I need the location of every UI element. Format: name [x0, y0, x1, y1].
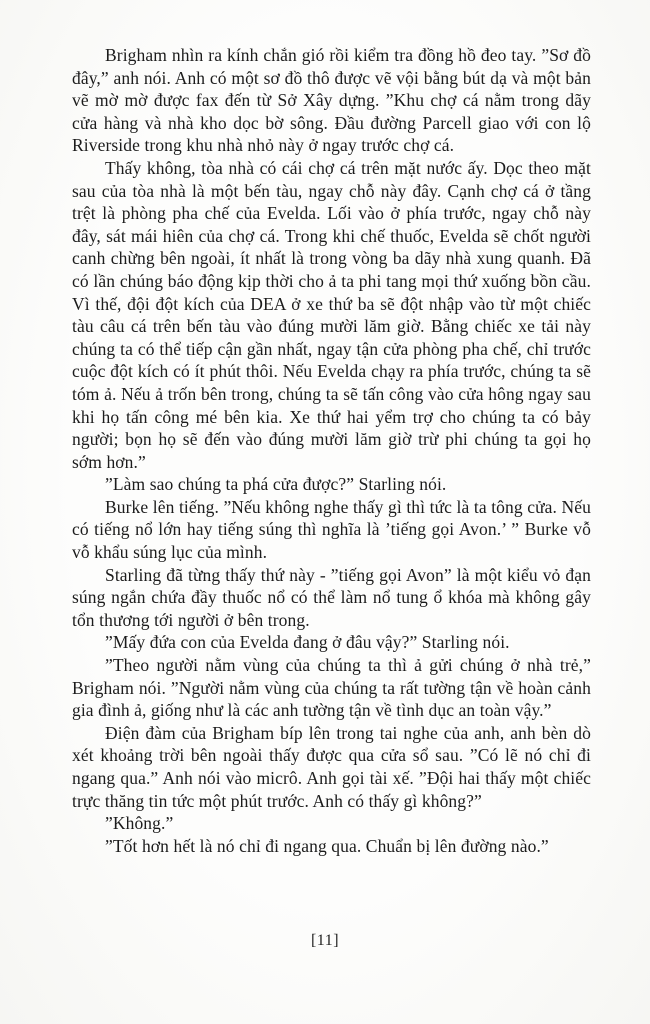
paragraph-5: Starling đã từng thấy thứ này - ”tiếng gọi Avon” là một kiểu vỏ đạn súng ngắn chứa đầy thuốc nổ có thể làm nổ tung ổ khóa mà không gây tổn thương tới người ở bên trong.	[72, 564, 591, 630]
paragraph-6: ”Mấy đứa con của Evelda đang ở đâu vậy?” Starling nói.	[105, 632, 510, 653]
paragraph-7: ”Theo người nằm vùng của chúng ta thì ả gửi chúng ở nhà trẻ,” Brigham nói. ”Người nằm vùng của chúng ta rất tường tận về hoàn cảnh gia đình ả, giống như là các anh tường tận về tình dục an toàn vậy.”	[72, 655, 591, 721]
paragraph-3: ”Làm sao chúng ta phá cửa được?” Starling nói.	[105, 474, 447, 495]
paragraph-1: Brigham nhìn ra kính chắn gió rồi kiểm tra đồng hồ đeo tay. ”Sơ đồ đây,” anh nói. Anh có một sơ đồ thô được vẽ vội bằng bút dạ và một bản vẽ mờ mờ được fax đến từ Sở Xây dựng. ”Khu chợ cá nằm trong dãy cửa hàng và nhà kho dọc bờ sông. Đầu đường Parcell giao với con lộ Riverside trong khu nhà nhỏ này ở ngay trước chợ cá.	[72, 45, 591, 156]
page-number: [11]	[310, 932, 340, 949]
paragraph-10: ”Tốt hơn hết là nó chỉ đi ngang qua. Chuẩn bị lên đường nào.”	[105, 835, 549, 856]
paragraph-8: Điện đàm của Brigham bíp lên trong tai nghe của anh, anh bèn dò xét khoảng trời bên ngoài thấy được qua cửa sổ sau. ”Có lẽ nó chỉ đi ngang qua.” Anh nói vào micrô. Anh gọi tài xế. ”Đội hai thấy một chiếc trực thăng tin tức một phút trước. Anh có thấy gì không?”	[72, 722, 591, 811]
paragraph-2: Thấy không, tòa nhà có cái chợ cá trên mặt nước ấy. Dọc theo mặt sau của tòa nhà là một bến tàu, ngay chỗ này đây. Cạnh chợ cá ở tầng trệt là phòng pha chế của Evelda. Lối vào ở phía trước, ngay chỗ này đây, sát mái hiên của chợ cá. Trong khi chế thuốc, Evelda sẽ chốt người canh chừng bên ngoài, ít nhất là trong vòng ba dãy nhà xung quanh. Đã có lần chúng báo động kịp thời cho ả ta phi tang mọi thứ xuống bồn cầu. Vì thế, đội đột kích của DEA ở xe thứ ba sẽ đột nhập vào từ một chiếc tàu câu cá trên bến tàu vào đúng mười lăm giờ. Bằng chiếc xe tải này chúng ta có thể tiếp cận gần nhất, ngay tận cửa phòng pha chế, chỉ trước cuộc đột kích có ít phút thôi. Nếu Evelda chạy ra phía trước, chúng ta sẽ tóm ả. Nếu ả trốn bên trong, chúng ta sẽ tấn công vào cửa hông ngay sau khi họ tấn công mé bên kia. Xe thứ hai yểm trợ cho chúng ta có bảy người; bọn họ sẽ đến vào đúng mười lăm giờ trừ phi chúng ta gọi họ sớm hơn.”	[72, 157, 591, 472]
text-block	[72, 44, 591, 857]
paragraph-4: Burke lên tiếng. ”Nếu không nghe thấy gì thì tức là ta tông cửa. Nếu có tiếng nổ lớn hay tiếng súng thì nghĩa là ’tiếng gọi Avon.’ ” Burke vỗ vỗ khẩu súng lục của mình.	[72, 496, 591, 563]
paragraph-9: ”Không.”	[105, 813, 174, 834]
